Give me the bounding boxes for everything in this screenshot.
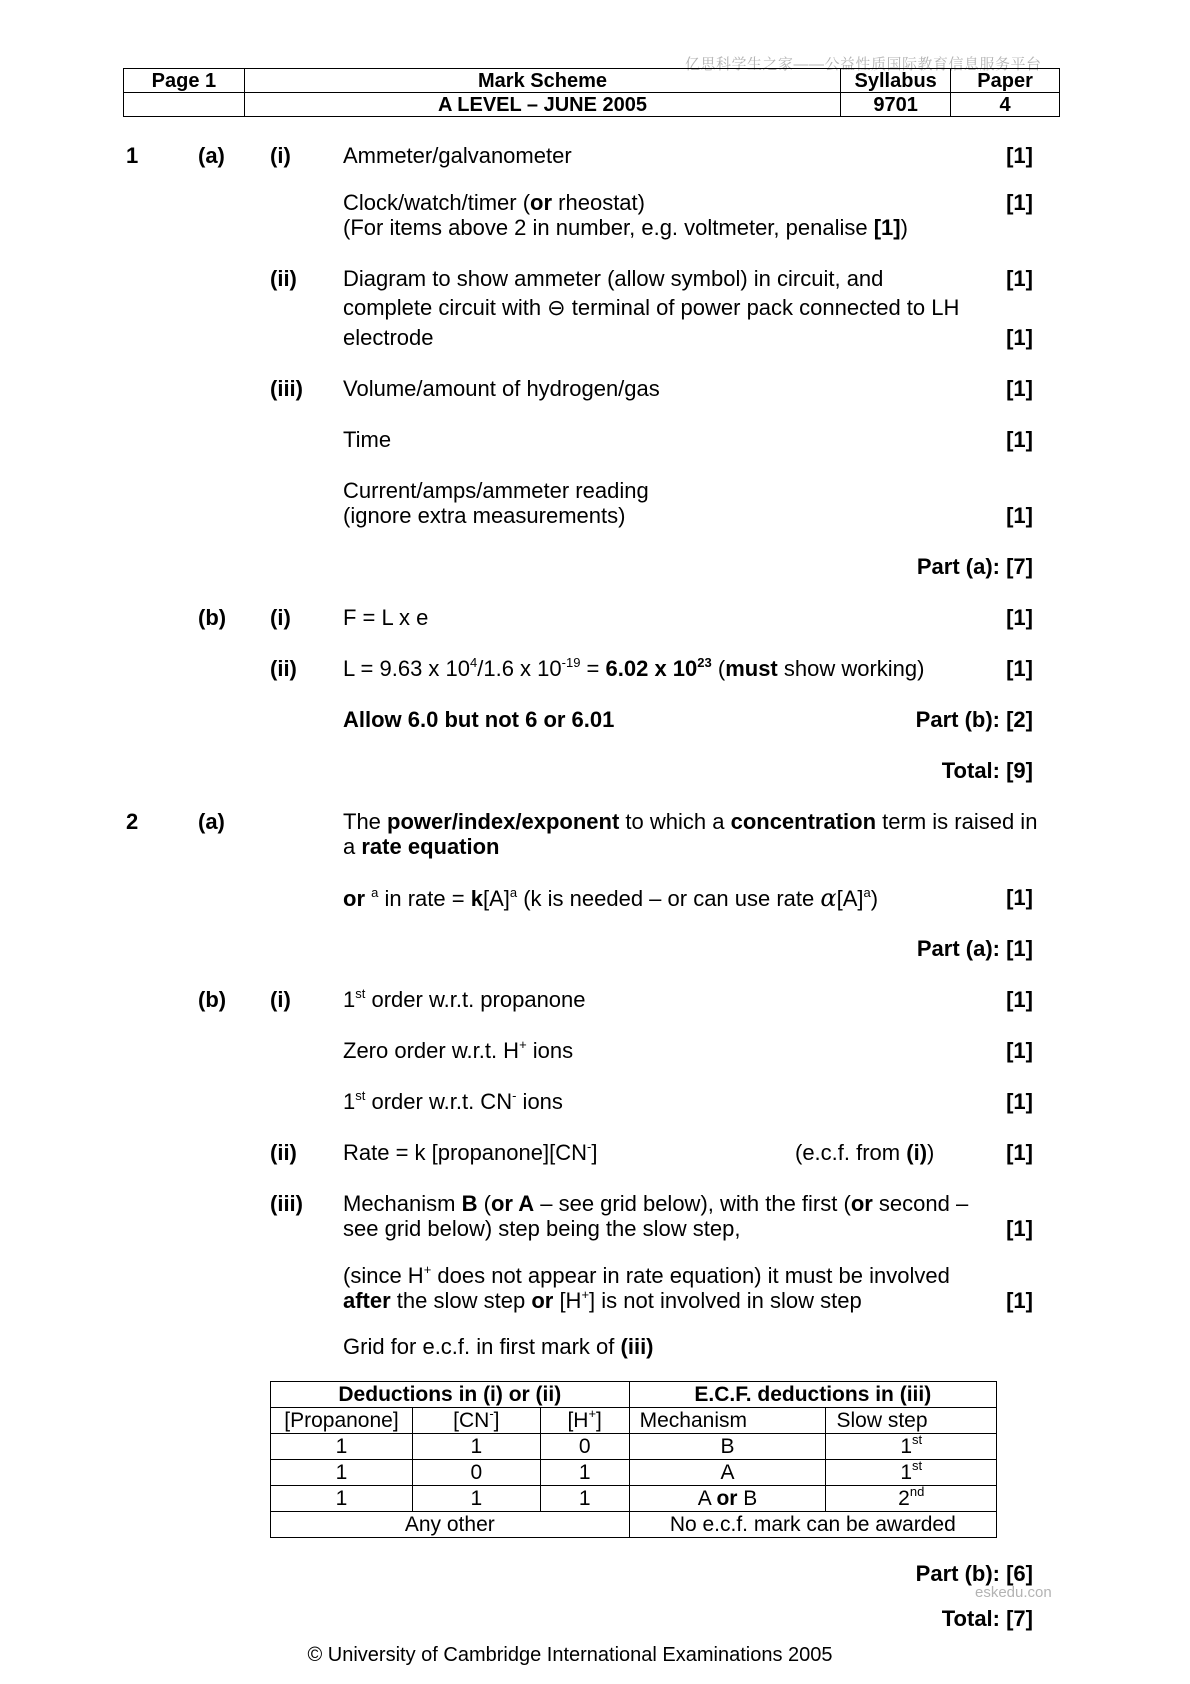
answer-text: Current/amps/ammeter reading	[343, 478, 649, 503]
mark: [1]	[1006, 1089, 1033, 1114]
header-table	[123, 68, 1060, 117]
col-h: [H+]	[540, 1408, 629, 1434]
answer-text: 1st order w.r.t. CN- ions	[343, 1088, 563, 1114]
answer-text: or $^a$ in rate = $k[A]^a$ (k is needed – or can use rate $\alpha[A]^a$)	[343, 884, 879, 912]
part-total: Part (a): [1]	[916, 936, 1033, 961]
table-row: 1 1 1 A or B 2nd	[271, 1486, 997, 1512]
mark: [1]	[1006, 1288, 1033, 1313]
alpha-symbol: α	[820, 884, 837, 912]
watermark-top: 亿思科学生之家——公益性质国际教育信息服务平台	[685, 56, 1042, 73]
col-cn: [CN-]	[412, 1408, 540, 1434]
mark: [1]	[1006, 190, 1033, 215]
mark: [1]	[1006, 605, 1033, 630]
answer-text: 1st order w.r.t. propanone	[343, 986, 586, 1012]
question-total: Total: [9]	[941, 758, 1033, 783]
grid-header-ecf: E.C.F. deductions in (iii)	[629, 1382, 996, 1408]
mark: [1]	[1006, 427, 1033, 452]
answer-text: Diagram to show ammeter (allow symbol) in circuit, and	[343, 266, 884, 291]
mark: [1]	[1006, 503, 1033, 528]
part-label: (b)	[198, 987, 227, 1012]
mark: [1]	[1006, 1140, 1033, 1165]
table-row: 1 1 0 B 1st	[271, 1434, 997, 1460]
answer-text: Time	[343, 427, 392, 452]
subpart-label: (iii)	[270, 1191, 303, 1216]
answer-text: F = L x e	[343, 605, 429, 630]
answer-text: complete circuit with ⊖ terminal of power pack connected to LH	[343, 295, 960, 320]
copyright-footer: © University of Cambridge International Examinations 2005	[307, 1644, 833, 1666]
mark: [1]	[1006, 987, 1033, 1012]
grid-header-deductions: Deductions in (i) or (ii)	[271, 1382, 630, 1408]
mark-scheme-title: Mark Scheme	[244, 69, 840, 93]
answer-text: Ammeter/galvanometer	[343, 143, 572, 168]
mark: [1]	[1006, 376, 1033, 401]
answer-text: (For items above 2 in number, e.g. voltmeter, penalise [1])	[343, 215, 908, 240]
paper-number: 4	[951, 93, 1060, 117]
answer-text: electrode	[343, 325, 434, 350]
answer-text: after the slow step or [H+] is not involved in slow step	[343, 1287, 862, 1313]
part-total: Part (b): [6]	[915, 1561, 1033, 1586]
table-row	[271, 1512, 997, 1538]
exam-session: A LEVEL – JUNE 2005	[244, 93, 840, 117]
subpart-label: (i)	[270, 987, 291, 1012]
col-propanone: [Propanone]	[271, 1408, 413, 1434]
col-mechanism: Mechanism	[629, 1408, 826, 1434]
mark: [1]	[1006, 656, 1033, 681]
any-other-cell: Any other	[271, 1512, 630, 1538]
answer-text: a rate equation	[343, 834, 500, 859]
answer-text: Zero order w.r.t. H+ ions	[343, 1037, 574, 1063]
allow-note: Allow 6.0 but not 6 or 6.01	[343, 707, 615, 732]
paper-label: Paper	[951, 69, 1060, 93]
header-empty-cell	[124, 93, 245, 117]
subpart-label: (ii)	[270, 656, 297, 681]
syllabus-code: 9701	[841, 93, 951, 117]
answer-text: Volume/amount of hydrogen/gas	[343, 376, 660, 401]
answer-text: Mechanism B (or A – see grid below), with the first (or second –	[343, 1191, 969, 1216]
col-slow-step: Slow step	[826, 1408, 997, 1434]
answer-text: (ignore extra measurements)	[343, 503, 626, 528]
mark: [1]	[1006, 325, 1033, 350]
subpart-label: (ii)	[270, 266, 297, 291]
grid-caption: Grid for e.c.f. in first mark of (iii)	[343, 1334, 654, 1359]
no-ecf-cell: No e.c.f. mark can be awarded	[629, 1512, 996, 1538]
part-label: (b)	[198, 605, 227, 630]
answer-text: (since H+ does not appear in rate equation) it must be involved	[343, 1262, 950, 1288]
mark: [1]	[1006, 143, 1033, 168]
subpart-label: (ii)	[270, 1140, 297, 1165]
mark: [1]	[1006, 266, 1033, 291]
part-total: Part (b): [2]	[915, 707, 1033, 732]
question-number: 2	[126, 809, 139, 834]
ecf-grid-table	[270, 1381, 997, 1538]
answer-text: Clock/watch/timer (or rheostat)	[343, 190, 645, 215]
answer-text: The power/index/exponent to which a concentration term is raised in	[343, 809, 1038, 834]
question-total: Total: [7]	[941, 1606, 1033, 1631]
subpart-label: (iii)	[270, 376, 303, 401]
answer-text: L = 9.63 x $10^4/1.6$ x $10^{-19} = 6.02$ x $10^{23}$ (must show working)	[343, 655, 925, 681]
page-label: Page 1	[124, 69, 245, 93]
part-label: (a)	[198, 143, 225, 168]
answer-text: Rate = k [propanone][CN-]	[343, 1139, 598, 1165]
mark: [1]	[1006, 885, 1033, 910]
table-row: 1 0 1 A 1st	[271, 1460, 997, 1486]
ecf-note: (e.c.f. from (i))	[795, 1140, 935, 1165]
mark: [1]	[1006, 1038, 1033, 1063]
mark: [1]	[1006, 1216, 1033, 1241]
question-number: 1	[126, 143, 139, 168]
subpart-label: (i)	[270, 605, 291, 630]
part-total: Part (a): [7]	[916, 554, 1033, 579]
subpart-label: (i)	[270, 143, 291, 168]
syllabus-label: Syllabus	[841, 69, 951, 93]
part-label: (a)	[198, 809, 225, 834]
watermark-bottom: eskedu.con	[975, 1584, 1052, 1601]
answer-text: see grid below) step being the slow step,	[343, 1216, 741, 1241]
